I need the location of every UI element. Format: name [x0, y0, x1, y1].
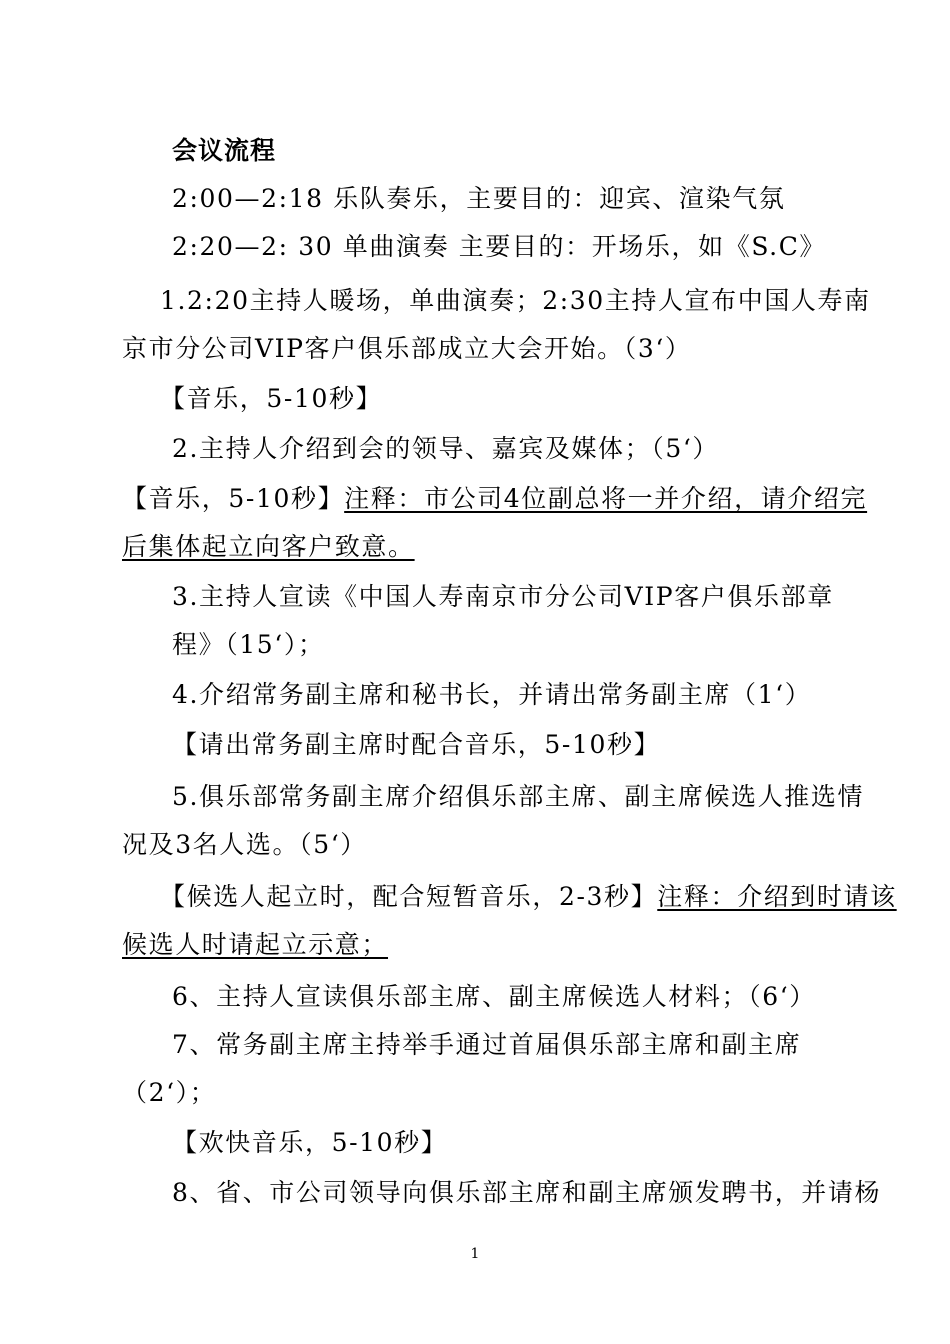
item-1-line-2: 京市分公司VIP客户俱乐部成立大会开始。（3‘） [122, 334, 692, 363]
music-note-4 [160, 880, 950, 914]
note-annotation-2-cont: 候选人时请起立示意； [122, 930, 389, 959]
item-5-line-2: 况及3名人选。（5‘） [122, 830, 367, 859]
note-annotation-1: 注释：市公司4位副总将一并介绍，请介绍完 [344, 484, 868, 513]
music-note-5: 【欢快音乐，5-10秒】 [172, 1128, 448, 1157]
item-7-line-2: （2‘）； [122, 1078, 217, 1107]
page-number: 1 [470, 1246, 480, 1262]
schedule-line-2: 2:20—2: 30 单曲演奏 主要目的：开场乐，如《S.C》 [172, 232, 827, 261]
note-annotation-2: 注释：介绍到时请该 [657, 882, 897, 911]
item-3-line-1: 3.主持人宣读《中国人寿南京市分公司VIP客户俱乐部章 [172, 582, 834, 611]
item-3-line-2: 程》（15‘）； [172, 630, 325, 659]
note-annotation-1-cont: 后集体起立向客户致意。 [122, 532, 415, 561]
item-7-line-1: 7、常务副主席主持举手通过首届俱乐部主席和副主席 [172, 1030, 802, 1059]
music-note-1: 【音乐，5-10秒】 [160, 384, 383, 413]
item-8-line-1: 8、省、市公司领导向俱乐部主席和副主席颁发聘书，并请杨 [172, 1178, 882, 1207]
item-5-line-1: 5.俱乐部常务副主席介绍俱乐部主席、副主席候选人推选情 [172, 782, 865, 811]
item-1-line-1: 1.2:20主持人暖场，单曲演奏；2:30主持人宣布中国人寿南 [160, 286, 871, 315]
music-note-2-text: 【音乐，5-10秒】 [122, 484, 345, 513]
page-title: 会议流程 [172, 136, 277, 165]
item-4: 4.介绍常务副主席和秘书长，并请出常务副主席（1‘） [172, 680, 812, 709]
schedule-line-1: 2:00—2:18 乐队奏乐，主要目的：迎宾、渲染气氛 [172, 184, 786, 213]
music-note-2 [122, 482, 950, 516]
music-note-4-text: 【候选人起立时，配合短暂音乐，2-3秒】 [160, 882, 658, 911]
music-note-3: 【请出常务副主席时配合音乐，5-10秒】 [172, 730, 661, 759]
item-2: 2.主持人介绍到会的领导、嘉宾及媒体；（5‘） [172, 434, 720, 463]
item-6: 6、主持人宣读俱乐部主席、副主席候选人材料；（6‘） [172, 982, 816, 1011]
